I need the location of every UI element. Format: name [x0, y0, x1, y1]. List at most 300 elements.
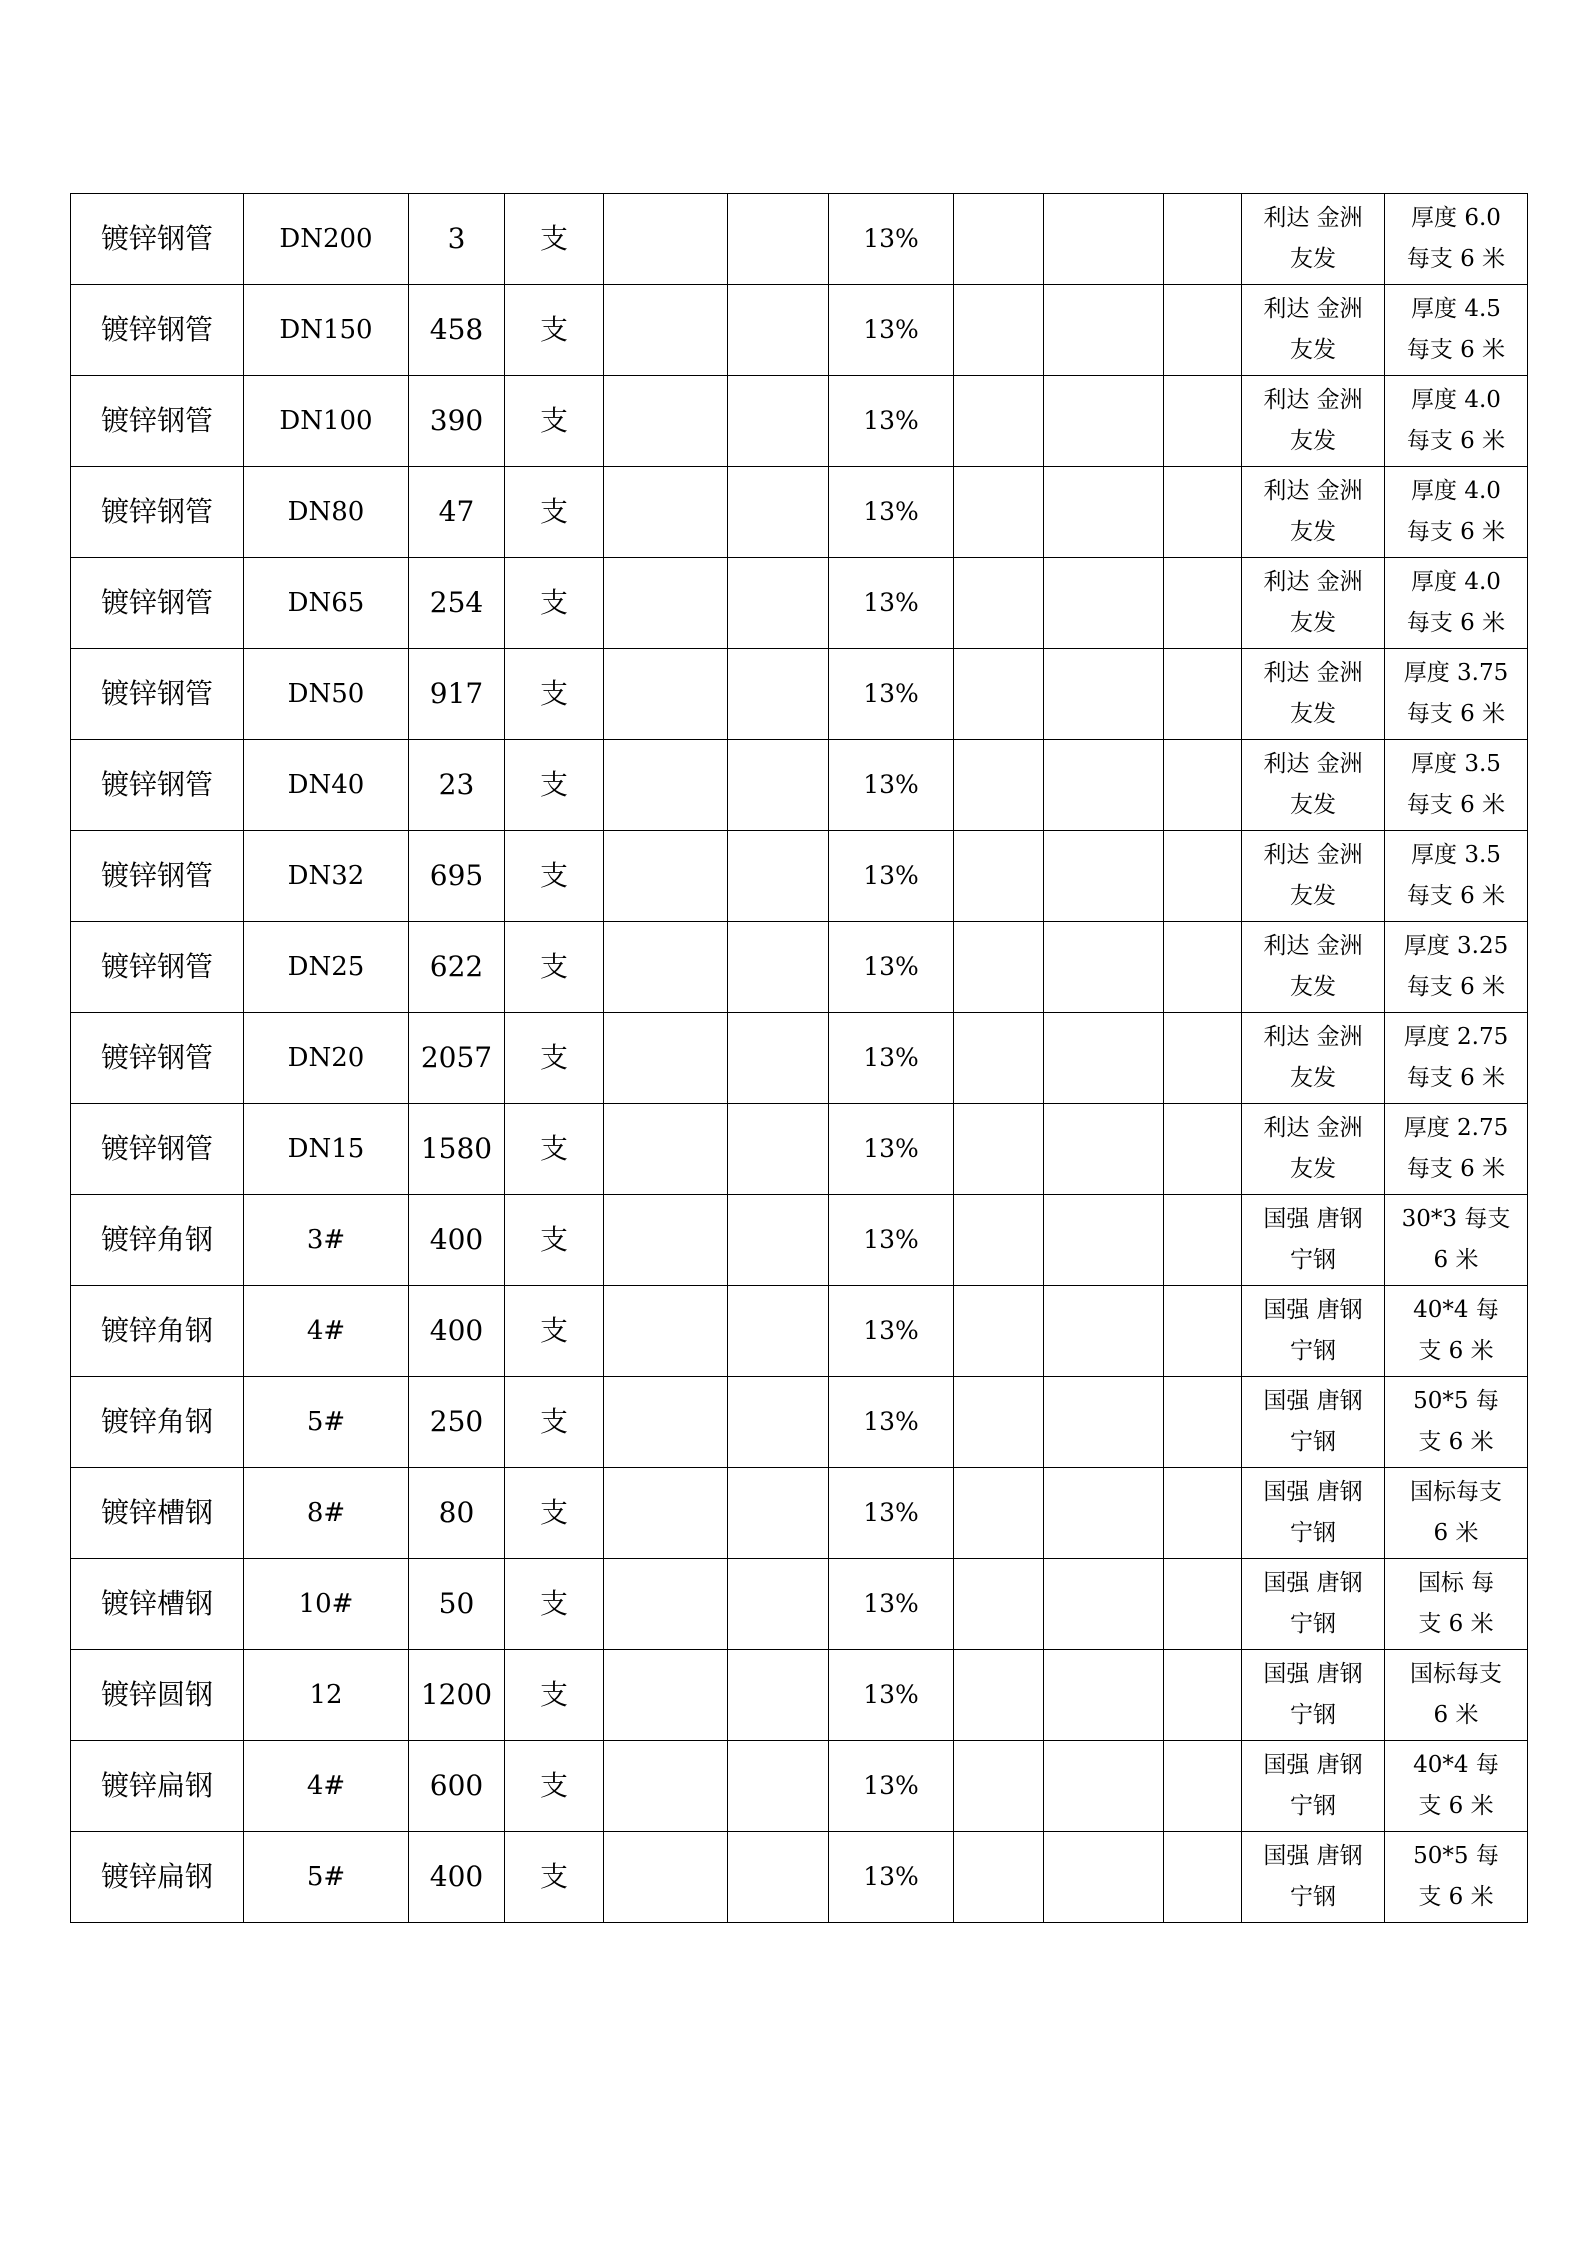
- brand-cell-line: 宁钢: [1290, 1429, 1336, 1455]
- brand-cell-line: 利达 金洲: [1263, 660, 1363, 686]
- remark-cell: [1385, 1650, 1528, 1741]
- remark-cell-line: 6 米: [1433, 1247, 1479, 1273]
- remark-cell-line: 每支 6 米: [1406, 610, 1506, 636]
- amount-cell: [728, 1559, 829, 1650]
- brand-cell-line: 利达 金洲: [1263, 205, 1363, 231]
- blank-cell-8: [954, 1741, 1044, 1832]
- blank-cell-8: [954, 1468, 1044, 1559]
- item-unit-cell: 支: [505, 1377, 604, 1468]
- brand-cell-line: 利达 金洲: [1263, 933, 1363, 959]
- item-spec-cell: DN32: [244, 831, 409, 922]
- item-name-cell: 镀锌钢管: [71, 194, 244, 285]
- blank-cell-9: [1044, 376, 1164, 467]
- remark-cell-line: 厚度 3.75: [1403, 660, 1509, 686]
- blank-cell-10: [1164, 467, 1242, 558]
- brand-cell-line: 宁钢: [1290, 1702, 1336, 1728]
- tax-rate-cell: 13%: [829, 467, 954, 558]
- unit-price-cell: [604, 1013, 728, 1104]
- brand-cell: [1242, 649, 1385, 740]
- remark-cell: [1385, 467, 1528, 558]
- blank-cell-10: [1164, 1013, 1242, 1104]
- tax-rate-cell: 13%: [829, 1195, 954, 1286]
- tax-rate-cell: 13%: [829, 740, 954, 831]
- amount-cell: [728, 558, 829, 649]
- remark-cell: [1385, 558, 1528, 649]
- brand-cell-line: 利达 金洲: [1263, 478, 1363, 504]
- brand-cell-line: 利达 金洲: [1263, 387, 1363, 413]
- blank-cell-9: [1044, 922, 1164, 1013]
- tax-rate-cell: 13%: [829, 831, 954, 922]
- remark-cell: [1385, 285, 1528, 376]
- table-body: [71, 194, 1528, 1923]
- item-unit-cell: 支: [505, 740, 604, 831]
- amount-cell: [728, 1013, 829, 1104]
- amount-cell: [728, 740, 829, 831]
- blank-cell-9: [1044, 194, 1164, 285]
- blank-cell-8: [954, 558, 1044, 649]
- blank-cell-10: [1164, 1195, 1242, 1286]
- item-quantity-cell: 47: [409, 467, 505, 558]
- amount-cell: [728, 831, 829, 922]
- remark-cell: [1385, 740, 1528, 831]
- item-name-cell: 镀锌钢管: [71, 740, 244, 831]
- blank-cell-10: [1164, 740, 1242, 831]
- brand-cell: [1242, 740, 1385, 831]
- blank-cell-8: [954, 194, 1044, 285]
- brand-cell-line: 友发: [1290, 1065, 1336, 1091]
- remark-cell-line: 厚度 3.5: [1411, 751, 1501, 777]
- remark-cell-line: 每支 6 米: [1406, 428, 1506, 454]
- blank-cell-8: [954, 831, 1044, 922]
- item-unit-cell: 支: [505, 649, 604, 740]
- remark-cell: [1385, 1468, 1528, 1559]
- brand-cell-line: 宁钢: [1290, 1793, 1336, 1819]
- remark-cell: [1385, 1286, 1528, 1377]
- item-name-cell: 镀锌钢管: [71, 376, 244, 467]
- blank-cell-10: [1164, 1741, 1242, 1832]
- brand-cell: [1242, 285, 1385, 376]
- remark-cell-line: 支 6 米: [1418, 1611, 1494, 1637]
- brand-cell-line: 友发: [1290, 428, 1336, 454]
- unit-price-cell: [604, 922, 728, 1013]
- remark-cell-line: 每支 6 米: [1406, 337, 1506, 363]
- brand-cell: [1242, 467, 1385, 558]
- remark-cell-line: 厚度 2.75: [1403, 1024, 1509, 1050]
- blank-cell-9: [1044, 467, 1164, 558]
- unit-price-cell: [604, 1650, 728, 1741]
- table-row: [71, 558, 1528, 649]
- remark-cell-line: 厚度 3.25: [1403, 933, 1509, 959]
- item-name-cell: 镀锌钢管: [71, 649, 244, 740]
- brand-cell: [1242, 1195, 1385, 1286]
- amount-cell: [728, 194, 829, 285]
- remark-cell-line: 厚度 4.0: [1411, 569, 1501, 595]
- tax-rate-cell: 13%: [829, 922, 954, 1013]
- item-spec-cell: DN15: [244, 1104, 409, 1195]
- brand-cell-line: 国强 唐钢: [1263, 1388, 1363, 1414]
- remark-cell-line: 每支 6 米: [1406, 1065, 1506, 1091]
- tax-rate-cell: 13%: [829, 1013, 954, 1104]
- unit-price-cell: [604, 1286, 728, 1377]
- item-unit-cell: 支: [505, 1741, 604, 1832]
- remark-cell: [1385, 376, 1528, 467]
- item-quantity-cell: 23: [409, 740, 505, 831]
- remark-cell-line: 国标每支: [1410, 1479, 1502, 1505]
- unit-price-cell: [604, 1832, 728, 1923]
- item-spec-cell: DN65: [244, 558, 409, 649]
- blank-cell-10: [1164, 922, 1242, 1013]
- amount-cell: [728, 922, 829, 1013]
- blank-cell-8: [954, 376, 1044, 467]
- remark-cell-line: 厚度 2.75: [1403, 1115, 1509, 1141]
- table-row: [71, 1832, 1528, 1923]
- item-name-cell: 镀锌角钢: [71, 1195, 244, 1286]
- blank-cell-9: [1044, 1468, 1164, 1559]
- brand-cell-line: 宁钢: [1290, 1884, 1336, 1910]
- remark-cell-line: 50*5 每: [1413, 1843, 1499, 1869]
- brand-cell: [1242, 1468, 1385, 1559]
- blank-cell-10: [1164, 1559, 1242, 1650]
- blank-cell-8: [954, 1832, 1044, 1923]
- table-row: [71, 1559, 1528, 1650]
- tax-rate-cell: 13%: [829, 558, 954, 649]
- amount-cell: [728, 1377, 829, 1468]
- item-spec-cell: DN25: [244, 922, 409, 1013]
- item-spec-cell: DN100: [244, 376, 409, 467]
- amount-cell: [728, 1104, 829, 1195]
- item-spec-cell: DN40: [244, 740, 409, 831]
- brand-cell-line: 友发: [1290, 519, 1336, 545]
- unit-price-cell: [604, 1195, 728, 1286]
- blank-cell-10: [1164, 1468, 1242, 1559]
- table-row: [71, 1013, 1528, 1104]
- remark-cell-line: 国标每支: [1410, 1661, 1502, 1687]
- blank-cell-8: [954, 1013, 1044, 1104]
- item-quantity-cell: 917: [409, 649, 505, 740]
- item-unit-cell: 支: [505, 1195, 604, 1286]
- tax-rate-cell: 13%: [829, 1104, 954, 1195]
- tax-rate-cell: 13%: [829, 649, 954, 740]
- brand-cell: [1242, 1377, 1385, 1468]
- blank-cell-8: [954, 1650, 1044, 1741]
- item-spec-cell: DN80: [244, 467, 409, 558]
- table-row: [71, 649, 1528, 740]
- brand-cell-line: 利达 金洲: [1263, 1024, 1363, 1050]
- brand-cell: [1242, 922, 1385, 1013]
- materials-table: [70, 193, 1528, 1923]
- remark-cell-line: 50*5 每: [1413, 1388, 1499, 1414]
- brand-cell: [1242, 1650, 1385, 1741]
- item-name-cell: 镀锌钢管: [71, 285, 244, 376]
- item-spec-cell: DN20: [244, 1013, 409, 1104]
- brand-cell-line: 国强 唐钢: [1263, 1479, 1363, 1505]
- item-name-cell: 镀锌角钢: [71, 1377, 244, 1468]
- item-spec-cell: DN50: [244, 649, 409, 740]
- blank-cell-9: [1044, 1195, 1164, 1286]
- tax-rate-cell: 13%: [829, 285, 954, 376]
- item-unit-cell: 支: [505, 1104, 604, 1195]
- item-unit-cell: 支: [505, 1468, 604, 1559]
- brand-cell-line: 国强 唐钢: [1263, 1843, 1363, 1869]
- item-spec-cell: 12: [244, 1650, 409, 1741]
- table-row: [71, 467, 1528, 558]
- brand-cell-line: 国强 唐钢: [1263, 1752, 1363, 1778]
- brand-cell-line: 宁钢: [1290, 1247, 1336, 1273]
- remark-cell: [1385, 1195, 1528, 1286]
- brand-cell: [1242, 1104, 1385, 1195]
- tax-rate-cell: 13%: [829, 1286, 954, 1377]
- brand-cell: [1242, 194, 1385, 285]
- item-quantity-cell: 1200: [409, 1650, 505, 1741]
- remark-cell-line: 厚度 6.0: [1411, 205, 1501, 231]
- blank-cell-10: [1164, 1377, 1242, 1468]
- unit-price-cell: [604, 831, 728, 922]
- table-row: [71, 922, 1528, 1013]
- item-name-cell: 镀锌钢管: [71, 922, 244, 1013]
- blank-cell-10: [1164, 558, 1242, 649]
- item-quantity-cell: 400: [409, 1832, 505, 1923]
- remark-cell-line: 每支 6 米: [1406, 792, 1506, 818]
- blank-cell-9: [1044, 1650, 1164, 1741]
- brand-cell-line: 宁钢: [1290, 1338, 1336, 1364]
- item-quantity-cell: 1580: [409, 1104, 505, 1195]
- tax-rate-cell: 13%: [829, 1832, 954, 1923]
- item-spec-cell: 5#: [244, 1377, 409, 1468]
- blank-cell-9: [1044, 1013, 1164, 1104]
- table-row: [71, 1377, 1528, 1468]
- item-quantity-cell: 600: [409, 1741, 505, 1832]
- item-name-cell: 镀锌扁钢: [71, 1741, 244, 1832]
- unit-price-cell: [604, 1559, 728, 1650]
- brand-cell-line: 利达 金洲: [1263, 296, 1363, 322]
- blank-cell-8: [954, 1559, 1044, 1650]
- blank-cell-8: [954, 1377, 1044, 1468]
- item-quantity-cell: 80: [409, 1468, 505, 1559]
- blank-cell-10: [1164, 1650, 1242, 1741]
- item-unit-cell: 支: [505, 376, 604, 467]
- item-spec-cell: 5#: [244, 1832, 409, 1923]
- item-name-cell: 镀锌圆钢: [71, 1650, 244, 1741]
- remark-cell-line: 40*4 每: [1413, 1752, 1499, 1778]
- unit-price-cell: [604, 467, 728, 558]
- amount-cell: [728, 1286, 829, 1377]
- blank-cell-8: [954, 922, 1044, 1013]
- blank-cell-10: [1164, 1832, 1242, 1923]
- blank-cell-10: [1164, 649, 1242, 740]
- blank-cell-9: [1044, 1832, 1164, 1923]
- unit-price-cell: [604, 1468, 728, 1559]
- remark-cell-line: 每支 6 米: [1406, 246, 1506, 272]
- item-quantity-cell: 390: [409, 376, 505, 467]
- remark-cell-line: 厚度 3.5: [1411, 842, 1501, 868]
- remark-cell: [1385, 831, 1528, 922]
- blank-cell-10: [1164, 285, 1242, 376]
- unit-price-cell: [604, 285, 728, 376]
- item-name-cell: 镀锌钢管: [71, 467, 244, 558]
- item-name-cell: 镀锌角钢: [71, 1286, 244, 1377]
- unit-price-cell: [604, 740, 728, 831]
- remark-cell-line: 40*4 每: [1413, 1297, 1499, 1323]
- blank-cell-9: [1044, 1104, 1164, 1195]
- amount-cell: [728, 376, 829, 467]
- amount-cell: [728, 649, 829, 740]
- blank-cell-10: [1164, 831, 1242, 922]
- unit-price-cell: [604, 649, 728, 740]
- blank-cell-9: [1044, 1741, 1164, 1832]
- brand-cell: [1242, 1741, 1385, 1832]
- item-unit-cell: 支: [505, 285, 604, 376]
- item-name-cell: 镀锌槽钢: [71, 1468, 244, 1559]
- remark-cell-line: 每支 6 米: [1406, 519, 1506, 545]
- item-unit-cell: 支: [505, 1286, 604, 1377]
- blank-cell-9: [1044, 285, 1164, 376]
- item-name-cell: 镀锌钢管: [71, 1013, 244, 1104]
- remark-cell-line: 支 6 米: [1418, 1793, 1494, 1819]
- item-unit-cell: 支: [505, 831, 604, 922]
- item-quantity-cell: 622: [409, 922, 505, 1013]
- brand-cell-line: 国强 唐钢: [1263, 1206, 1363, 1232]
- item-quantity-cell: 458: [409, 285, 505, 376]
- item-quantity-cell: 2057: [409, 1013, 505, 1104]
- item-spec-cell: DN150: [244, 285, 409, 376]
- remark-cell: [1385, 1559, 1528, 1650]
- item-name-cell: 镀锌槽钢: [71, 1559, 244, 1650]
- brand-cell-line: 友发: [1290, 883, 1336, 909]
- item-spec-cell: 10#: [244, 1559, 409, 1650]
- table-row: [71, 285, 1528, 376]
- unit-price-cell: [604, 1104, 728, 1195]
- remark-cell-line: 支 6 米: [1418, 1338, 1494, 1364]
- brand-cell-line: 利达 金洲: [1263, 751, 1363, 777]
- tax-rate-cell: 13%: [829, 194, 954, 285]
- item-quantity-cell: 50: [409, 1559, 505, 1650]
- remark-cell-line: 支 6 米: [1418, 1884, 1494, 1910]
- brand-cell: [1242, 1286, 1385, 1377]
- item-unit-cell: 支: [505, 1832, 604, 1923]
- brand-cell-line: 友发: [1290, 246, 1336, 272]
- brand-cell-line: 利达 金洲: [1263, 569, 1363, 595]
- brand-cell: [1242, 1832, 1385, 1923]
- blank-cell-9: [1044, 740, 1164, 831]
- remark-cell: [1385, 1013, 1528, 1104]
- item-spec-cell: 8#: [244, 1468, 409, 1559]
- blank-cell-9: [1044, 558, 1164, 649]
- remark-cell-line: 厚度 4.5: [1411, 296, 1501, 322]
- table-row: [71, 376, 1528, 467]
- table-row: [71, 1650, 1528, 1741]
- remark-cell-line: 国标 每: [1417, 1570, 1495, 1596]
- brand-cell-line: 国强 唐钢: [1263, 1570, 1363, 1596]
- brand-cell-line: 利达 金洲: [1263, 1115, 1363, 1141]
- remark-cell-line: 每支 6 米: [1406, 1156, 1506, 1182]
- item-unit-cell: 支: [505, 467, 604, 558]
- remark-cell: [1385, 1104, 1528, 1195]
- brand-cell-line: 友发: [1290, 701, 1336, 727]
- blank-cell-10: [1164, 376, 1242, 467]
- brand-cell-line: 宁钢: [1290, 1611, 1336, 1637]
- blank-cell-8: [954, 1104, 1044, 1195]
- amount-cell: [728, 285, 829, 376]
- item-spec-cell: DN200: [244, 194, 409, 285]
- table-row: [71, 1195, 1528, 1286]
- item-quantity-cell: 400: [409, 1195, 505, 1286]
- brand-cell: [1242, 1559, 1385, 1650]
- remark-cell-line: 厚度 4.0: [1411, 478, 1501, 504]
- item-name-cell: 镀锌钢管: [71, 1104, 244, 1195]
- blank-cell-8: [954, 1195, 1044, 1286]
- remark-cell-line: 厚度 4.0: [1411, 387, 1501, 413]
- unit-price-cell: [604, 1741, 728, 1832]
- blank-cell-9: [1044, 831, 1164, 922]
- item-spec-cell: 3#: [244, 1195, 409, 1286]
- item-name-cell: 镀锌钢管: [71, 831, 244, 922]
- table-row: [71, 1468, 1528, 1559]
- brand-cell-line: 宁钢: [1290, 1520, 1336, 1546]
- blank-cell-9: [1044, 649, 1164, 740]
- blank-cell-10: [1164, 194, 1242, 285]
- amount-cell: [728, 1468, 829, 1559]
- amount-cell: [728, 1650, 829, 1741]
- amount-cell: [728, 1195, 829, 1286]
- blank-cell-8: [954, 285, 1044, 376]
- blank-cell-8: [954, 649, 1044, 740]
- brand-cell: [1242, 831, 1385, 922]
- blank-cell-9: [1044, 1559, 1164, 1650]
- remark-cell: [1385, 1832, 1528, 1923]
- item-unit-cell: 支: [505, 1650, 604, 1741]
- tax-rate-cell: 13%: [829, 1741, 954, 1832]
- remark-cell-line: 30*3 每支: [1401, 1206, 1511, 1232]
- item-spec-cell: 4#: [244, 1286, 409, 1377]
- table-row: [71, 1286, 1528, 1377]
- table-row: [71, 831, 1528, 922]
- table-row: [71, 1741, 1528, 1832]
- unit-price-cell: [604, 558, 728, 649]
- blank-cell-8: [954, 1286, 1044, 1377]
- remark-cell: [1385, 922, 1528, 1013]
- remark-cell-line: 每支 6 米: [1406, 883, 1506, 909]
- blank-cell-8: [954, 740, 1044, 831]
- unit-price-cell: [604, 1377, 728, 1468]
- item-unit-cell: 支: [505, 1013, 604, 1104]
- brand-cell-line: 友发: [1290, 1156, 1336, 1182]
- brand-cell-line: 友发: [1290, 337, 1336, 363]
- remark-cell-line: 6 米: [1433, 1520, 1479, 1546]
- brand-cell: [1242, 1013, 1385, 1104]
- remark-cell-line: 每支 6 米: [1406, 974, 1506, 1000]
- item-unit-cell: 支: [505, 558, 604, 649]
- brand-cell-line: 利达 金洲: [1263, 842, 1363, 868]
- brand-cell-line: 友发: [1290, 792, 1336, 818]
- item-unit-cell: 支: [505, 922, 604, 1013]
- remark-cell-line: 6 米: [1433, 1702, 1479, 1728]
- item-unit-cell: 支: [505, 194, 604, 285]
- brand-cell-line: 国强 唐钢: [1263, 1661, 1363, 1687]
- brand-cell-line: 友发: [1290, 974, 1336, 1000]
- blank-cell-8: [954, 467, 1044, 558]
- item-quantity-cell: 695: [409, 831, 505, 922]
- brand-cell-line: 国强 唐钢: [1263, 1297, 1363, 1323]
- blank-cell-10: [1164, 1104, 1242, 1195]
- amount-cell: [728, 467, 829, 558]
- item-name-cell: 镀锌钢管: [71, 558, 244, 649]
- remark-cell: [1385, 1377, 1528, 1468]
- item-spec-cell: 4#: [244, 1741, 409, 1832]
- table-row: [71, 740, 1528, 831]
- item-name-cell: 镀锌扁钢: [71, 1832, 244, 1923]
- blank-cell-10: [1164, 1286, 1242, 1377]
- item-quantity-cell: 250: [409, 1377, 505, 1468]
